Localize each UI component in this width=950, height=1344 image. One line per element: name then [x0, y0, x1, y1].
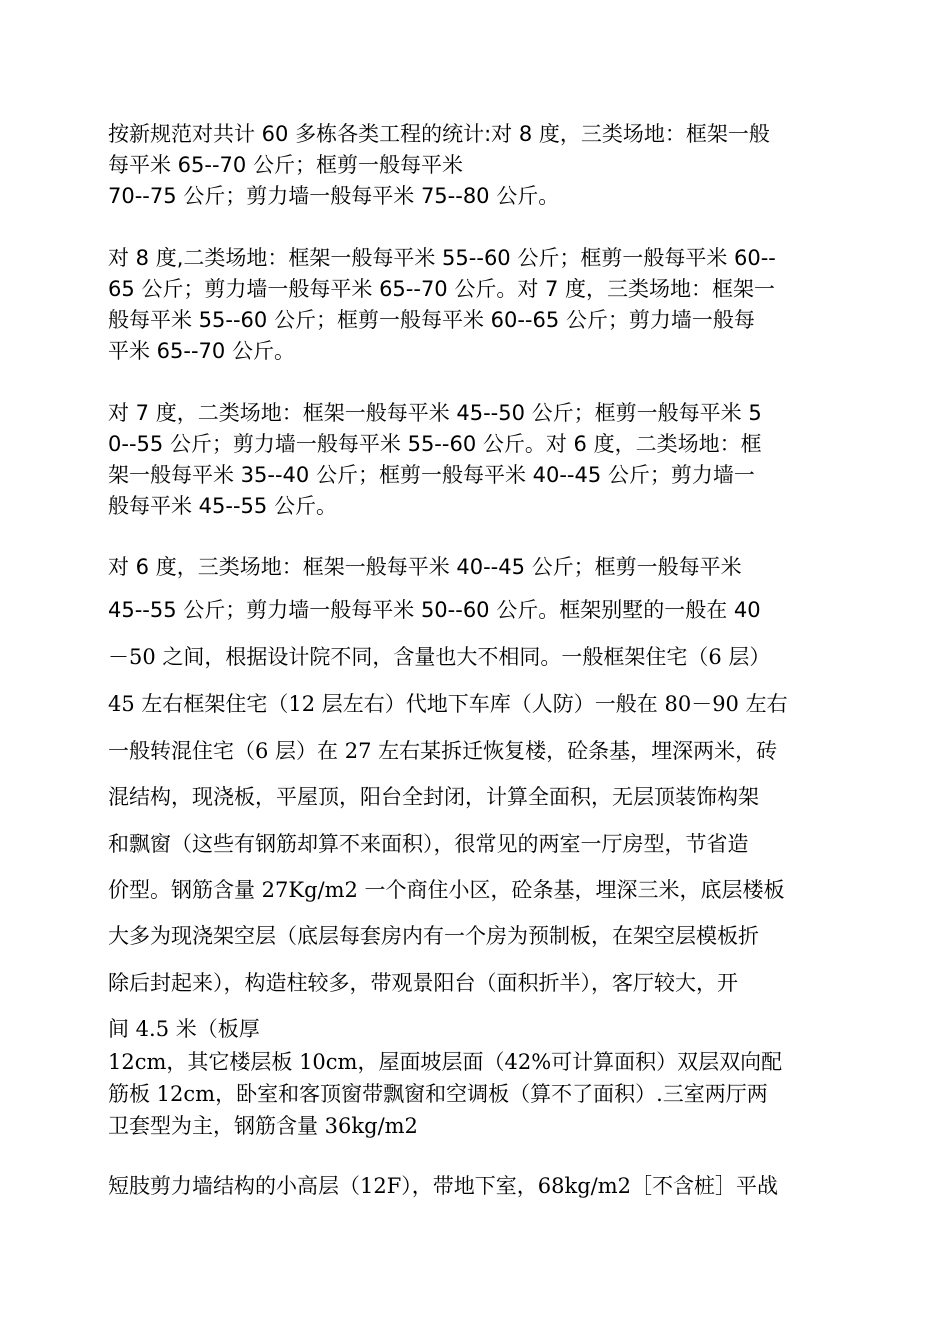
text-line: 对 7 度，二类场地：框架一般每平米 45--50 公斤；框剪一般每平米 5 [108, 401, 762, 425]
text-line: 间 4.5 米（板厚 [108, 1017, 260, 1041]
text-line: －50 之间，根据设计院不同，含量也大不相同。一般框架住宅（6 层） [108, 645, 771, 669]
text-line: 65 公斤；剪力墙一般每平米 65--70 公斤。对 7 度，三类场地：框架一 [108, 277, 776, 301]
text-line: 一般转混住宅（6 层）在 27 左右某拆迁恢复楼，砼条基，埋深两米，砖 [108, 739, 778, 763]
text-line: 般每平米 55--60 公斤；框剪一般每平米 60--65 公斤；剪力墙一般每 [108, 308, 755, 332]
text-line: 卫套型为主，钢筋含量 36kg/m2 [108, 1114, 418, 1138]
text-line: 价型。钢筋含量 27Kg/m2 一个商住小区，砼条基，埋深三米，底层楼板 [108, 878, 785, 902]
text-line: 大多为现浇架空层（底层每套房内有一个房为预制板，在架空层模板折 [108, 924, 759, 948]
text-line: 短肢剪力墙结构的小高层（12F），带地下室，68kg/m2［不含桩］平战 [108, 1174, 779, 1198]
text-line: 45--55 公斤；剪力墙一般每平米 50--60 公斤。框架别墅的一般在 40 [108, 598, 761, 622]
text-line: 平米 65--70 公斤。 [108, 339, 295, 363]
text-line: 和飘窗（这些有钢筋却算不来面积），很常见的两室一厅房型，节省造 [108, 832, 749, 856]
text-line: 70--75 公斤；剪力墙一般每平米 75--80 公斤。 [108, 184, 560, 208]
text-line: 架一般每平米 35--40 公斤；框剪一般每平米 40--45 公斤；剪力墙一 [108, 463, 755, 487]
text-line: 对 8 度,二类场地：框架一般每平米 55--60 公斤；框剪一般每平米 60-- [108, 246, 776, 270]
text-line: 按新规范对共计 60 多栋各类工程的统计:对 8 度，三类场地：框架一般 [108, 122, 770, 146]
text-line: 除后封起来），构造柱较多，带观景阳台（面积折半），客厅较大，开 [108, 971, 738, 995]
text-line: 45 左右框架住宅（12 层左右）代地下车库（人防）一般在 80－90 左右 [108, 692, 788, 716]
text-line: 12cm，其它楼层板 10cm，屋面坡层面（42%可计算面积）双层双向配 [108, 1050, 783, 1074]
text-line: 般每平米 45--55 公斤。 [108, 494, 337, 518]
text-line: 混结构，现浇板，平屋顶，阳台全封闭，计算全面积，无层顶装饰构架 [108, 785, 759, 809]
text-line: 0--55 公斤；剪力墙一般每平米 55--60 公斤。对 6 度，二类场地：框 [108, 432, 762, 456]
text-line: 对 6 度，三类场地：框架一般每平米 40--45 公斤；框剪一般每平米 [108, 555, 742, 579]
text-line: 筋板 12cm，卧室和客顶窗带飘窗和空调板（算不了面积）.三室两厅两 [108, 1082, 768, 1106]
text-line: 每平米 65--70 公斤；框剪一般每平米 [108, 153, 463, 177]
